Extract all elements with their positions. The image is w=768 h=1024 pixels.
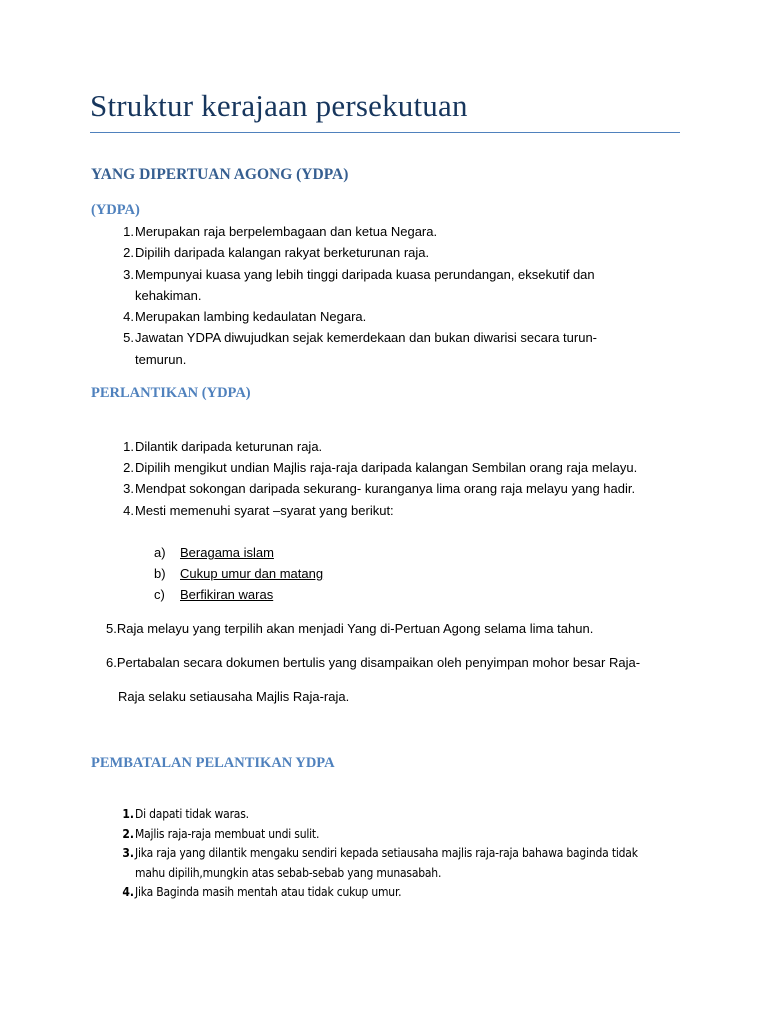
pembatalan-list	[110, 805, 638, 903]
ydpa-list	[110, 221, 597, 370]
syarat-sublist	[154, 542, 323, 606]
list-item: 1. Di dapati tidak waras.	[122, 807, 249, 821]
paragraph-5: 5.Raja melayu yang terpilih akan menjadi Yang di-Pertuan Agong selama lima tahun.	[106, 621, 594, 636]
list-item: 4. Merupakan lambing kedaulatan Negara.	[123, 309, 367, 325]
title-underline	[90, 132, 680, 133]
page-title: Struktur kerajaan persekutuan	[90, 88, 468, 123]
list-item: 2. Majlis raja-raja membuat undi sulit.	[122, 826, 320, 841]
list-item: 3. Mendpat sokongan daripada sekurang- kuranganya lima orang raja melayu yang hadir.	[123, 481, 636, 497]
paragraph-6-line1: 6.Pertabalan secara dokumen bertulis yang disampaikan oleh penyimpan mohor besar Raja-	[106, 655, 641, 670]
list-item: c) Berfikiran waras	[154, 587, 274, 603]
list-item: b) Cukup umur dan matang	[154, 566, 324, 582]
list-item: 2. Dipilih daripada kalangan rakyat berketurunan raja.	[123, 245, 430, 261]
list-item: 2. Dipilih mengikut undian Majlis raja-raja daripada kalangan Sembilan orang raja melayu.	[123, 460, 638, 476]
list-item: 3. Jika raja yang dilantik mengaku sendiri kepada setiausaha majlis raja-raja bahawa baginda tidak mahu dipilih,mungkin atas sebab-sebab yang munasabah.	[122, 846, 638, 880]
perlantikan-list	[110, 436, 637, 521]
list-item: 4. Jika Baginda masih mentah atau tidak cukup umur.	[122, 885, 402, 899]
subheading-ydpa: (YDPA)	[91, 202, 140, 218]
section-heading-perlantikan: PERLANTIKAN (YDPA)	[91, 385, 251, 401]
paragraph-6-line2: Raja selaku setiausaha Majlis Raja-raja.	[118, 689, 350, 704]
list-item: 1. Dilantik daripada keturunan raja.	[123, 439, 323, 454]
section-heading-pembatalan: PEMBATALAN PELANTIKAN YDPA	[91, 755, 335, 771]
list-item: 1. Merupakan raja berpelembagaan dan ketua Negara.	[123, 224, 438, 239]
list-item: 5. Jawatan YDPA diwujudkan sejak kemerdekaan dan bukan diwarisi secara turun- temurun.	[123, 330, 598, 367]
list-item: 3. Mempunyai kuasa yang lebih tinggi daripada kuasa perundangan, eksekutif dan kehakiman.	[123, 266, 595, 303]
list-item: a) Beragama islam	[154, 545, 274, 560]
list-item: 4. Mesti memenuhi syarat –syarat yang berikut:	[123, 502, 394, 518]
section-heading-ydpa: YANG DIPERTUAN AGONG (YDPA)	[91, 166, 349, 183]
